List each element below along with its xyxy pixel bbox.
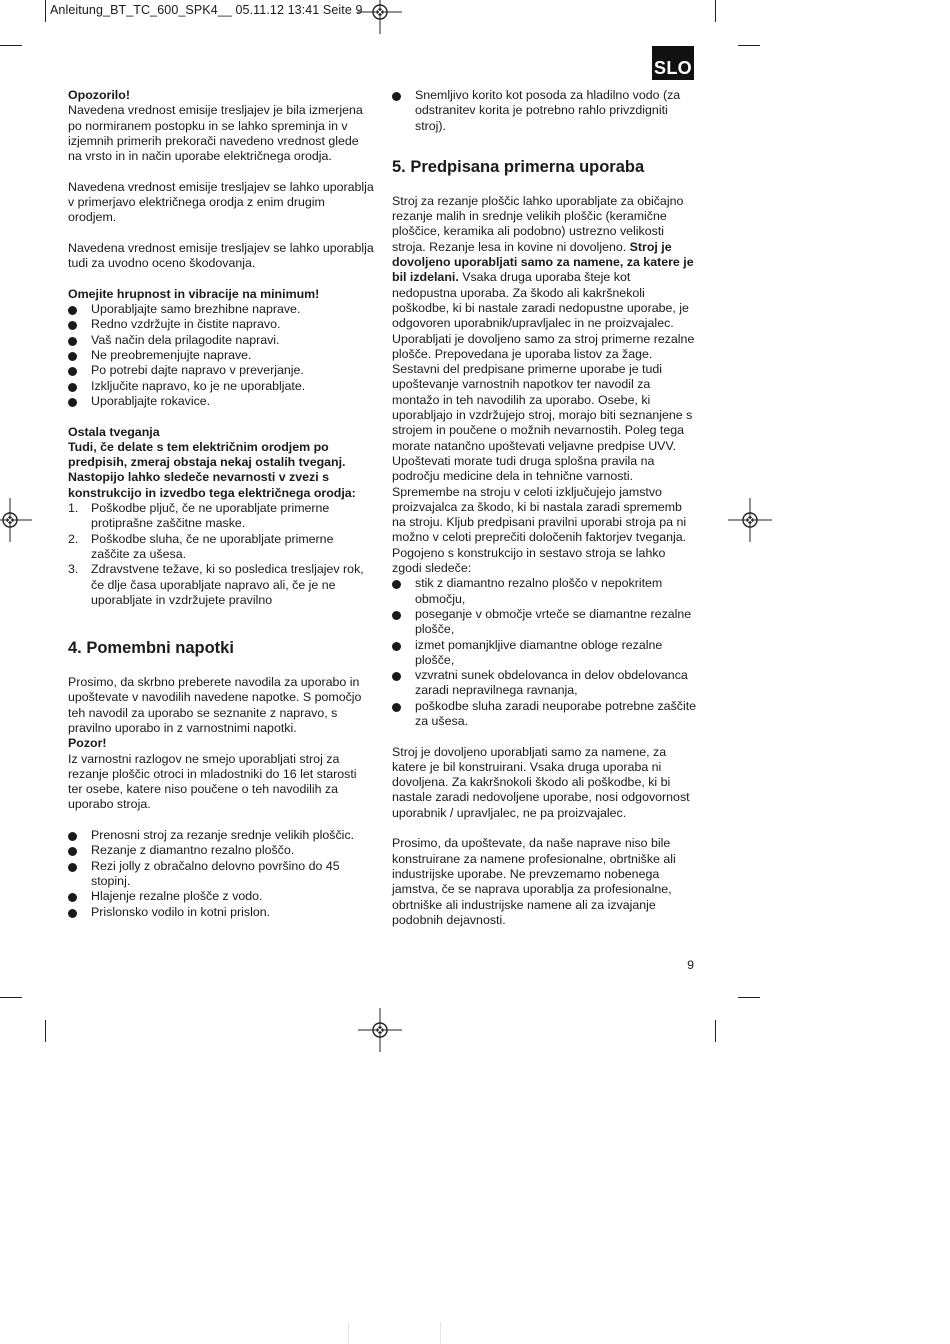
print-slug: Anleitung_BT_TC_600_SPK4__ 05.11.12 13:41 Seite 9 [50,3,363,17]
paragraph: Stroj je dovoljeno uporabljati samo za namene, za katere je bil konstruirani. Vsaka druga uporaba ni dovoljena. Za kakršnokoli škodo ali poškodbe, ki bi nastale zaradi nedovoljene uporabe, nosi odgovornost uporabnik / upravljalec, ne pa proizvajalec. [392,744,690,820]
paragraph: Navedena vrednost emisije tresljajev se lahko uporablja tudi za uvodno oceno škodovanja. [68,240,374,271]
list-item: Izključite napravo, ko je ne uporabljate. [68,379,374,394]
registration-mark-icon [0,498,32,542]
list-item: Redno vzdržujte in čistite napravo. [68,317,374,332]
crop-mark [738,45,760,46]
list-item: Prislonsko vodilo in kotni prislon. [68,905,374,920]
registration-mark-icon [728,498,772,542]
list-item: poseganje v območje vrteče se diamantne rezalne plošče, [392,607,698,638]
paragraph: Stroj za rezanje ploščic lahko uporabljate za običajno rezanje malih in srednje velikih ploščic (keramične ploščice, keramika ali podobno) ustrezno velikosti stroja. Rezanje lesa in kovine ni dovoljeno. Stroj je dovoljeno uporabljati samo za namene, za katere je bil izdelani. Vsaka druga uporaba šteje kot nedopustna uporaba. Za škodo ali kakršnekoli poškodbe, ki bi nastale zaradi nedopustne uporabe, je odgovoren uporabnik/upravljalec in ne proizvajalec. Uporabljati je dovoljeno samo za stroj primerne rezalne plošče. Prepovedana je uporaba listov za žage. Sestavni del predpisane primerne uporabe je tudi upoštevanje varnostnih napotkov ter navodil za montažo in teh navodilih za uporabo. Osebe, ki uporabljajo in vzdržujejo stroj, morajo biti seznanjene s strojem in poučene o možnih nevarnostih. Poleg tega morate natančno upoštevati veljavne predpise UVV. Upoštevati morate tudi druga splošna pravila na področju medicine dela in tehnične varnosti. Spremembe na stroju v celoti izključujejo jamstvo proizvajalca za škodo, ki bi nastala zaradi sprememb na stroju. Kljub predpisani pravilni uporabi stroja pa ni možno v celoti preprečiti določenih faktorjev tveganja. Pogojeno s konstrukcijo in sestavo stroja se lahko zgodi sledeče: [392,193,695,576]
list-item: poškodbe sluha zaradi neuporabe potrebne zaščite za ušesa. [392,699,698,730]
right-column [392,88,698,928]
hazard-list [392,576,698,729]
scan-line [440,1322,441,1344]
list-item: Uporabljajte samo brezhibne naprave. [68,302,374,317]
feature-list-continued [392,88,698,134]
list-item: 2. Poškodbe sluha, če ne uporabljate primerne zaščite za ušesa. [68,531,334,561]
crop-mark [715,1020,716,1042]
left-column [68,88,374,920]
paragraph: Navedena vrednost emisije tresljajev se lahko uporablja v primerjavo električnega orodja z enim drugim orodjem. [68,179,374,225]
list-item: Ne preobremenjujte naprave. [68,348,374,363]
caution-text: Iz varnostni razlogov ne smejo uporabljati stroj za rezanje ploščic otroci in mladostniki do 16 let starosti ter osebe, katere niso poučene o teh navodilih za uporabo stroja. [68,751,357,812]
risks-list [68,501,374,608]
warning-text: Navedena vrednost emisije tresljajev je bila izmerjena po normiranem postopku in se lahko spreminja in v izjemnih primerih prekorači navedeno vrednost glede na vrsto in in način uporabe električnega orodja. [68,103,363,164]
crop-mark [0,997,22,998]
list-item: Rezi jolly z obračalno delovno površino do 45 stopinj. [68,859,374,890]
risks-intro: Tudi, če delate s tem električnim orodjem po predpisih, zmeraj obstaja nekaj ostalih tveganj. Nastopijo lahko sledeče nevarnosti v zvezi s konstrukcijo in izvedbo tega električnega orodja: [68,439,356,500]
list-item: 1. Poškodbe pljuč, če ne uporabljate primerne protiprašne zaščitne maske. [68,501,330,531]
list-item: Rezanje z diamantno rezalno ploščo. [68,843,374,858]
list-item: Vaš način dela prilagodite napravi. [68,333,374,348]
paragraph: Prosimo, da upoštevate, da naše naprave niso bile konstruirane za namene profesionalne, obrtniške ali industrijske uporabe. Ne prevzemamo nobenega jamstva, če se naprava uporablja za profesionalne, obrtniške ali industrijske namene ali za izvajanje podobnih dejavnosti. [392,836,676,927]
page-number: 9 [687,958,694,972]
section-heading: 4. Pomembni napotki [68,639,234,658]
list-item: izmet pomanjkljive diamantne obloge rezalne plošče, [392,638,698,669]
warning-title: Opozorilo! [68,88,130,102]
list-item: stik z diamantno rezalno ploščo v nepokritem območju, [392,576,698,607]
list-item: Po potrebi dajte napravo v preverjanje. [68,363,374,378]
crop-mark [738,997,760,998]
caution-title: Pozor! [68,736,107,751]
crop-mark [45,1020,46,1042]
registration-mark-icon [358,0,402,34]
crop-mark [0,45,22,46]
list-item: vzvratni sunek obdelovanca in delov obdelovanca zaradi nepravilnega ravnanja, [392,668,698,699]
crop-mark [45,0,46,22]
registration-mark-icon [358,1008,402,1052]
language-badge: SLO [652,46,694,80]
list-item: Hlajenje rezalne plošče z vodo. [68,889,374,904]
list-item: Prenosni stroj za rezanje srednje velikih ploščic. [68,828,374,843]
feature-list [68,828,374,920]
scan-line [348,1322,349,1344]
paragraph: Prosimo, da skrbno preberete navodila za uporabo in upoštevate v navodilih navedene napotke. S pomočjo teh navodil za uporabo se seznanite z napravo, s pravilno uporabo in z varnostnimi napotki. [68,675,362,735]
crop-mark [715,0,716,22]
vibration-title: Omejite hrupnost in vibracije na minimum! [68,286,320,301]
risks-title: Ostala tveganja [68,424,160,439]
vibration-list [68,302,374,409]
list-item: Snemljivo korito kot posoda za hladilno vodo (za odstranitev korita je potrebno rahlo privzdigniti stroj). [392,88,698,134]
list-item: 3. Zdravstvene težave, ki so posledica tresljajev rok, če dlje časa uporabljate napravo ali, če je ne uporabljate in vzdržujete pravilno [68,562,364,607]
list-item: Uporabljajte rokavice. [68,394,374,409]
section-heading: 5. Predpisana primerna uporaba [392,157,645,176]
